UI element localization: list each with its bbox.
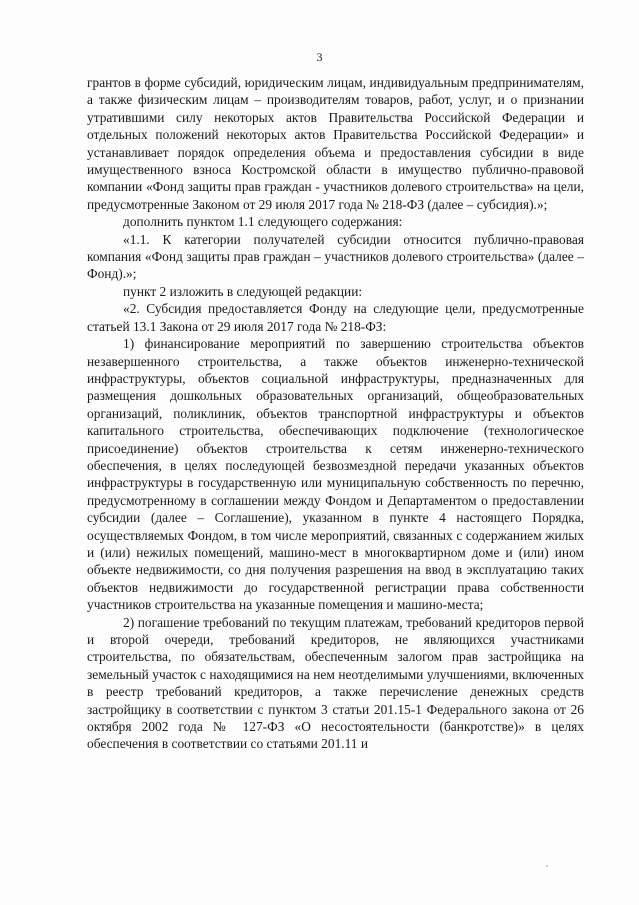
document-body bbox=[87, 74, 584, 753]
paragraph-subpoint-1: 1) финансирование мероприятий по завершению строительства объектов незавершенного строительства, а также объектов инженерно-технической инфраструктуры, объектов социальной инфраструктуры, предназначенных для размещения дошкольных образовательных организаций, общеобразовательных организаций, поликлиник, объектов транспортной инфраструктуры и объектов капитального строительства, обеспечивающих подключение (технологическое присоединение) объектов строительства к сетям инженерно-технического обеспечения, в целях последующей безвозмездной передачи указанных объектов инфраструктуры в государственную или муниципальную собственность по перечню, предусмотренному в соглашении между Фондом и Департаментом о предоставлении субсидии (далее – Соглашение), указанном в пункте 4 настоящего Порядка, осуществляемых Фондом, в том числе мероприятий, связанных с содержанием жилых и (или) нежилых помещений, машино-мест в многоквартирном доме и (или) ином объекте недвижимости, со дня получения разрешения на ввод в эксплуатацию таких объектов недвижимости до государственной регистрации права собственности участников строительства на указанные помещения и машино-места; bbox=[87, 336, 584, 613]
paragraph-intro-continuation: грантов в форме субсидий, юридическим лицам, индивидуальным предпринимателям, а также физическим лицам – производителям товаров, работ, услуг, и о признании утратившими силу некоторых актов Правительства Российской Федерации и отдельных положений некоторых актов Правительства Российской Федерации» и устанавливает порядок определения объема и предоставления субсидии в виде имущественного взноса Костромской области в имущество публично-правовой компании «Фонд защиты прав граждан - участников долевого строительства» на цели, предусмотренные Законом от 29 июля 2017 года № 218-ФЗ (далее – субсидия).»; bbox=[87, 75, 584, 212]
scan-speck bbox=[546, 865, 548, 867]
paragraph-point-2: «2. Субсидия предоставляется Фонду на следующие цели, предусмотренные статьей 13.1 Закона от 29 июля 2017 года № 218-ФЗ: bbox=[87, 301, 584, 334]
paragraph-subpoint-2: 2) погашение требований по текущим платежам, требований кредиторов первой и второй очереди, требований кредиторов, не являющихся участниками строительства, по обязательствам, обеспеченным залогом прав застройщика на земельный участок с находящимися на нем неотделимыми улучшениями, включенных в реестр требований кредиторов, а также перечисление денежных средств застройщику в соответствии с пунктом 3 статьи 201.15-1 Федерального закона от 26 октября 2002 года № 127-ФЗ «О несостоятельности (банкротстве)» в целях обеспечения в соответствии со статьями 201.11 и bbox=[87, 614, 584, 752]
paragraph-point-2-heading: пункт 2 изложить в следующей редакции: bbox=[123, 283, 363, 299]
paragraph-add-point-1-1: дополнить пунктом 1.1 следующего содержания: bbox=[123, 214, 403, 230]
paragraph-point-1-1: «1.1. К категории получателей субсидии относится публично-правовая компания «Фонд защиты прав граждан – участников долевого строительства» (далее – Фонд).»; bbox=[87, 231, 584, 282]
page-number: 3 bbox=[316, 50, 323, 64]
